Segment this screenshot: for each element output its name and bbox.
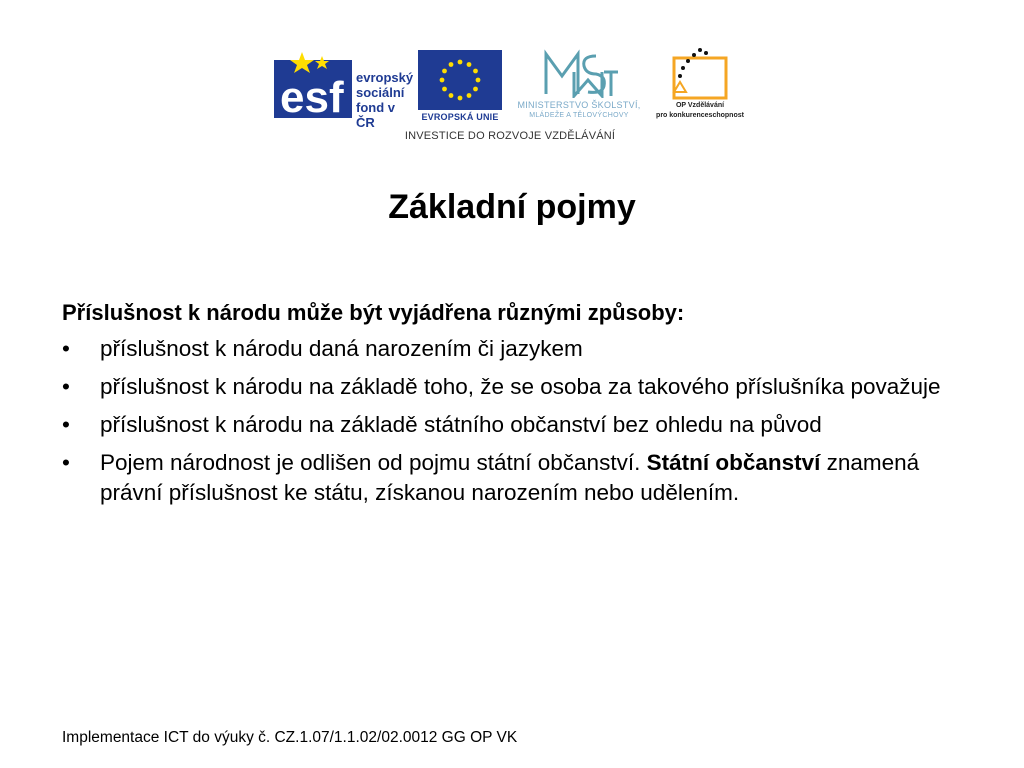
intro-text: Příslušnost k národu může být vyjádřena různými způsoby: xyxy=(62,300,685,325)
bullet-bold-term: Státní občanství xyxy=(646,450,821,475)
slide-content xyxy=(62,298,962,516)
op-line1: OP Vzdělávání xyxy=(675,102,725,109)
eu-logo xyxy=(418,50,502,122)
msmt-logo-icon xyxy=(508,46,650,98)
op-logo-icon xyxy=(652,46,748,102)
esf-line2: sociální xyxy=(356,85,405,100)
esf-line1: evropský xyxy=(356,70,414,85)
bullet-text-part2: znamená právní příslušnost ke státu, získanou narozením nebo udělením. xyxy=(100,450,920,505)
bullet-text-part1: Pojem národnost je odlišen od pojmu státní občanství. xyxy=(100,450,647,475)
esf-line3: fond v ČR xyxy=(356,100,395,130)
bullet-item: • příslušnost k národu na základě toho, že se osoba za takového příslušníka považuje xyxy=(62,372,962,402)
eu-flag-icon xyxy=(418,50,502,110)
op-logo xyxy=(652,46,748,126)
msmt-logo xyxy=(508,46,650,126)
msmt-line1: MINISTERSTVO ŠKOLSTVÍ, xyxy=(517,100,641,110)
investice-tagline: INVESTICE DO ROZVOJE VZDĚLÁVÁNÍ xyxy=(404,130,616,142)
bullet-item: • příslušnost k národu daná narozením či jazykem xyxy=(62,334,962,364)
svg-text:esf: esf xyxy=(280,73,344,122)
esf-logo xyxy=(274,50,414,130)
eu-label: EVROPSKÁ UNIE xyxy=(421,112,499,122)
msmt-line2: MLÁDEŽE A TĚLOVÝCHOVY xyxy=(529,112,629,119)
op-line2: pro konkurenceschopnost xyxy=(656,112,744,119)
logo-strip xyxy=(270,42,750,147)
esf-text xyxy=(356,70,414,130)
bullet-list xyxy=(62,334,962,508)
bullet-item: • příslušnost k národu na základě státního občanství bez ohledu na původ xyxy=(62,410,962,440)
slide-title: Základní pojmy xyxy=(388,188,636,226)
footer-text: Implementace ICT do výuky č. CZ.1.07/1.1.02/02.0012 GG OP VK xyxy=(62,729,518,746)
bullet-item xyxy=(62,448,962,508)
